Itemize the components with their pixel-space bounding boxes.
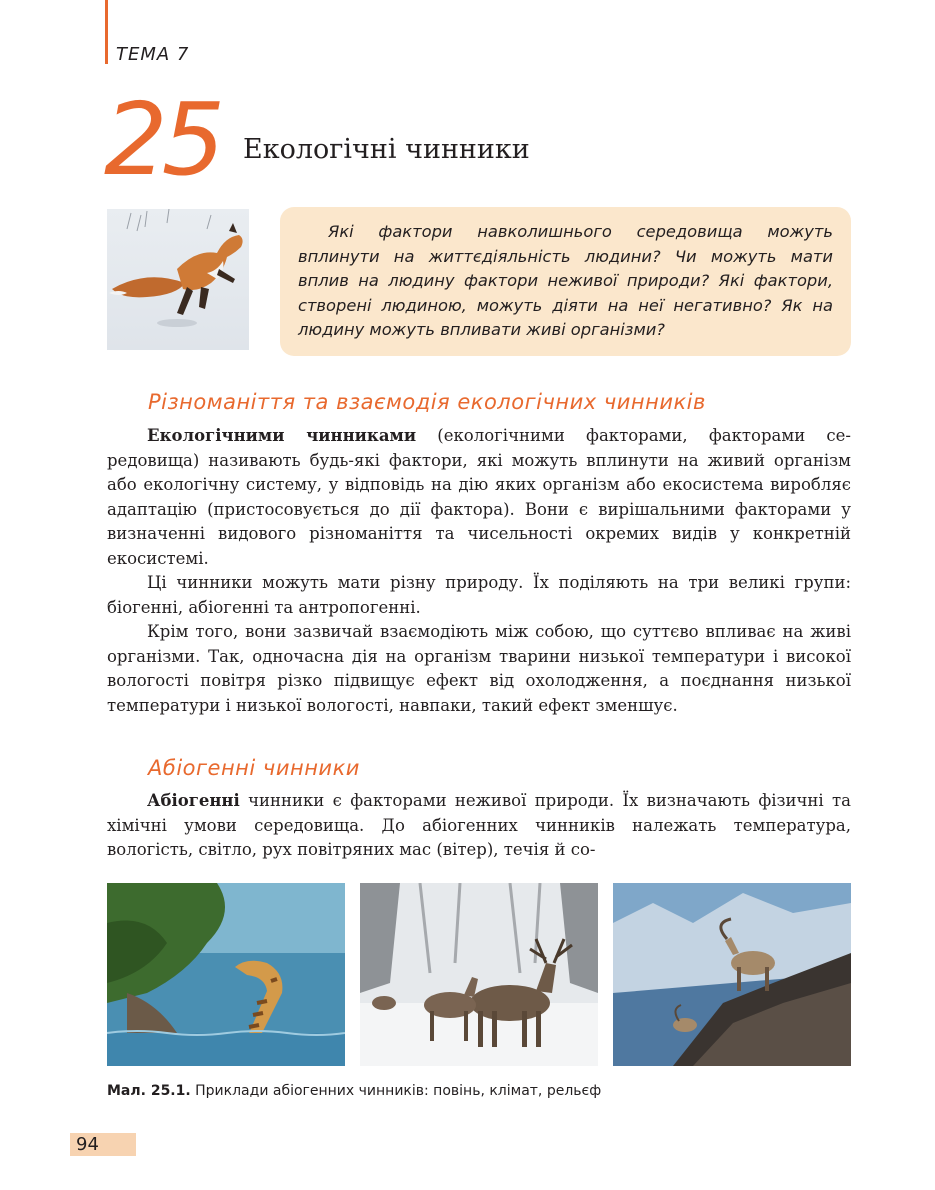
figure-caption [107, 1083, 601, 1099]
section-heading-abiogenic: Абіогенні чинники [148, 756, 360, 780]
term-bold: Абіогенні [147, 791, 240, 810]
theme-label: ТЕМА 7 [116, 44, 190, 65]
intro-questions: Які фактори навколишнього середовища можуть вплинути на життєдіяльність людини? Чи можуть мати вплив на людину фактори неживої природи? Які фактори, створені людиною, можуть діяти на неї негативно? Як на людину можуть впливати живі організми? [298, 222, 833, 339]
fox-photo [107, 209, 249, 350]
paragraph [107, 789, 851, 863]
intro-question-box [280, 207, 851, 356]
photo-mountain-ibex [613, 883, 851, 1066]
paragraph-text: чинники є факторами неживої природи. Їх визначають фізичні та хімічні умови середовища. До абіогенних чинників належать температура, вологість, світло, рух повітряних мас (вітер), течія й со- [107, 791, 851, 859]
section-heading-diversity: Різноманіття та взаємодія екологічних чинників [148, 390, 706, 414]
photo-winter-deer [360, 883, 598, 1066]
caption-text: Приклади абіогенних чинників: повінь, клімат, рельєф [190, 1083, 602, 1099]
term-bold: Екологічними чинниками [147, 426, 417, 445]
paragraph [107, 424, 851, 571]
caption-label: Мал. 25.1. [107, 1083, 191, 1099]
paragraph: Крім того, вони зазвичай взаємодіють між собою, що суттєво впливає на живі організми. Так, одночасна дія на організм тварини низької температури і високої вологості повітря різко підвищує ефект від охолодження, а поєднання низької температури і низької вологості, навпаки, такий ефект зменшує. [107, 622, 851, 715]
page-number: 94 [76, 1134, 99, 1155]
section-body-abiogenic [107, 789, 851, 863]
lesson-number: 25 [104, 81, 220, 198]
paragraph: Ці чинники можуть мати різну природу. Їх поділяють на три великі групи: біогенні, абіогенні та антропогенні. [107, 573, 851, 617]
theme-accent-bar [105, 0, 108, 64]
paragraph-text: (екологічними факторами, факторами середовища) називають будь-які фактори, які можуть вплинути на живий організм або екологічну систему, у відповідь на дію яких організм або екосистема виробляє адаптацію (пристосовується до дії фактора). Вони є вирішальними факторами у визначенні видового різноманіття та чисельності окремих видів у конкретній екосистемі. [107, 426, 851, 568]
section-body-diversity [107, 424, 851, 718]
lesson-title: Екологічні чинники [243, 134, 530, 165]
photo-flood-giraffe [107, 883, 345, 1066]
